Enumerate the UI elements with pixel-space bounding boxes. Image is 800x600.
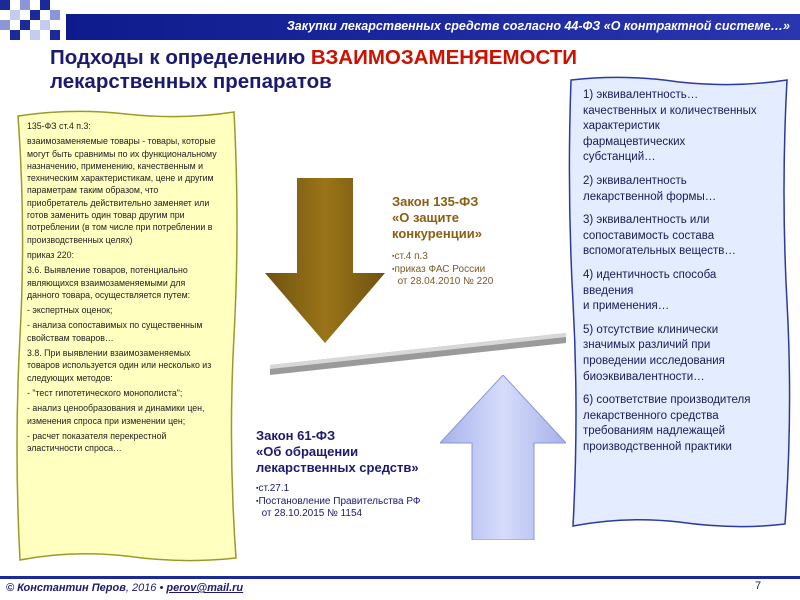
- slide-title: [50, 46, 577, 94]
- law-135-ref: ст.4 п.3: [394, 251, 428, 262]
- law-135-refs: ▪ст.4 п.3 ▪приказ ФАС России от 28.04.2010 № 220: [392, 251, 494, 287]
- law-135-line: «О защите: [392, 210, 460, 225]
- criteria-item: 2) эквивалентность лекарственной формы…: [583, 174, 717, 203]
- page-number: 7: [755, 580, 762, 592]
- law-135-ref: приказ ФАС России: [394, 263, 486, 275]
- criteria-item: 5) отсутствие клинически значимых различий при проведении исследования биоэквивалентности…: [583, 323, 725, 383]
- decorative-checker-pattern: [0, 0, 64, 44]
- law-61-label: [256, 428, 466, 476]
- criteria-item: 4) идентичность способа введения и применения…: [583, 268, 717, 313]
- title-prefix: Подходы к определению: [50, 46, 311, 69]
- criteria-item: 6) соответствие производителя лекарственного средства требованиям надлежащей производственной практики: [583, 394, 751, 453]
- law-61-line: «Об обращении: [256, 444, 359, 459]
- footer-divider: [0, 576, 800, 579]
- criteria-list: [583, 88, 778, 463]
- definition-paragraph: 135-ФЗ ст.4 п.3:: [27, 121, 91, 131]
- definition-paragraph: 3.6. Выявление товаров, потенциально являющихся взаимозаменяемыми для данного товара, осуществляется путем:: [27, 265, 191, 300]
- definition-paragraph: - расчет показателя перекрестной эластичности спроса…: [27, 430, 167, 454]
- law-135-line: конкуренции»: [392, 226, 482, 241]
- law-61-ref: Постановление Правительства РФ: [258, 495, 421, 507]
- footer: [6, 582, 243, 594]
- header-banner: [66, 14, 800, 40]
- law-135-label: [392, 194, 562, 242]
- law-61-refs: ▪ст.27.1 ▪Постановление Правительства РФ от 28.10.2015 № 1154: [256, 483, 421, 519]
- definition-paragraph: - анализ ценообразования и динамики цен, изменения спроса при изменении цен;: [27, 403, 205, 426]
- criteria-item: 3) эквивалентность или сопоставимость состава вспомогательных веществ…: [583, 214, 736, 258]
- definition-paragraph: приказ 220:: [27, 249, 75, 260]
- definition-paragraph: взаимозаменяемые товары - товары, которые могут быть сравнимы по их функциональному назначению, применению, качественным и техническим характеристикам, цене и другим параметрам таким образом, что приобретатель действительно заменяет или готов заменить один товар другим при потреблении (в том числе при потреблении в производственных целях): [27, 136, 217, 245]
- footer-copyright: © Константин Перов: [6, 582, 126, 594]
- definition-paragraph: - анализа сопоставимых по существенным свойствам товаров…: [27, 320, 203, 343]
- footer-email-link[interactable]: perov@mail.ru: [166, 582, 244, 594]
- title-line2: лекарственных препаратов: [50, 70, 332, 93]
- law-61-line: Закон 61-ФЗ: [256, 428, 336, 443]
- footer-separator: •: [156, 582, 167, 594]
- footer-year: , 2016: [125, 582, 157, 594]
- law-61-ref: от 28.10.2015 № 1154: [261, 508, 363, 519]
- header-banner-text: Закупки лекарственных средств согласно 44-ФЗ «О контрактной системе…»: [286, 19, 790, 33]
- definition-paragraph: 3.8. При выявлении взаимозаменяемых товаров используется один или несколько из следующих методов:: [27, 348, 212, 383]
- title-accent: ВЗАИМОЗАМЕНЯЕМОСТИ: [310, 46, 578, 69]
- law-135-line: Закон 135-ФЗ: [392, 194, 479, 209]
- definition-paragraph: - "тест гипотетического монополиста";: [27, 387, 183, 398]
- definition-text: [27, 120, 217, 457]
- balance-beam-icon: [268, 325, 568, 380]
- law-61-line: лекарственных средств»: [256, 460, 419, 475]
- law-135-ref: от 28.04.2010 № 220: [397, 276, 494, 287]
- law-61-ref: ст.27.1: [258, 483, 290, 494]
- criteria-item: 1) эквивалентность… качественных и количественных характеристик фармацевтических субстанций…: [583, 89, 757, 164]
- down-arrow-icon: [265, 178, 385, 343]
- definition-paragraph: - экспертных оценок;: [27, 305, 113, 316]
